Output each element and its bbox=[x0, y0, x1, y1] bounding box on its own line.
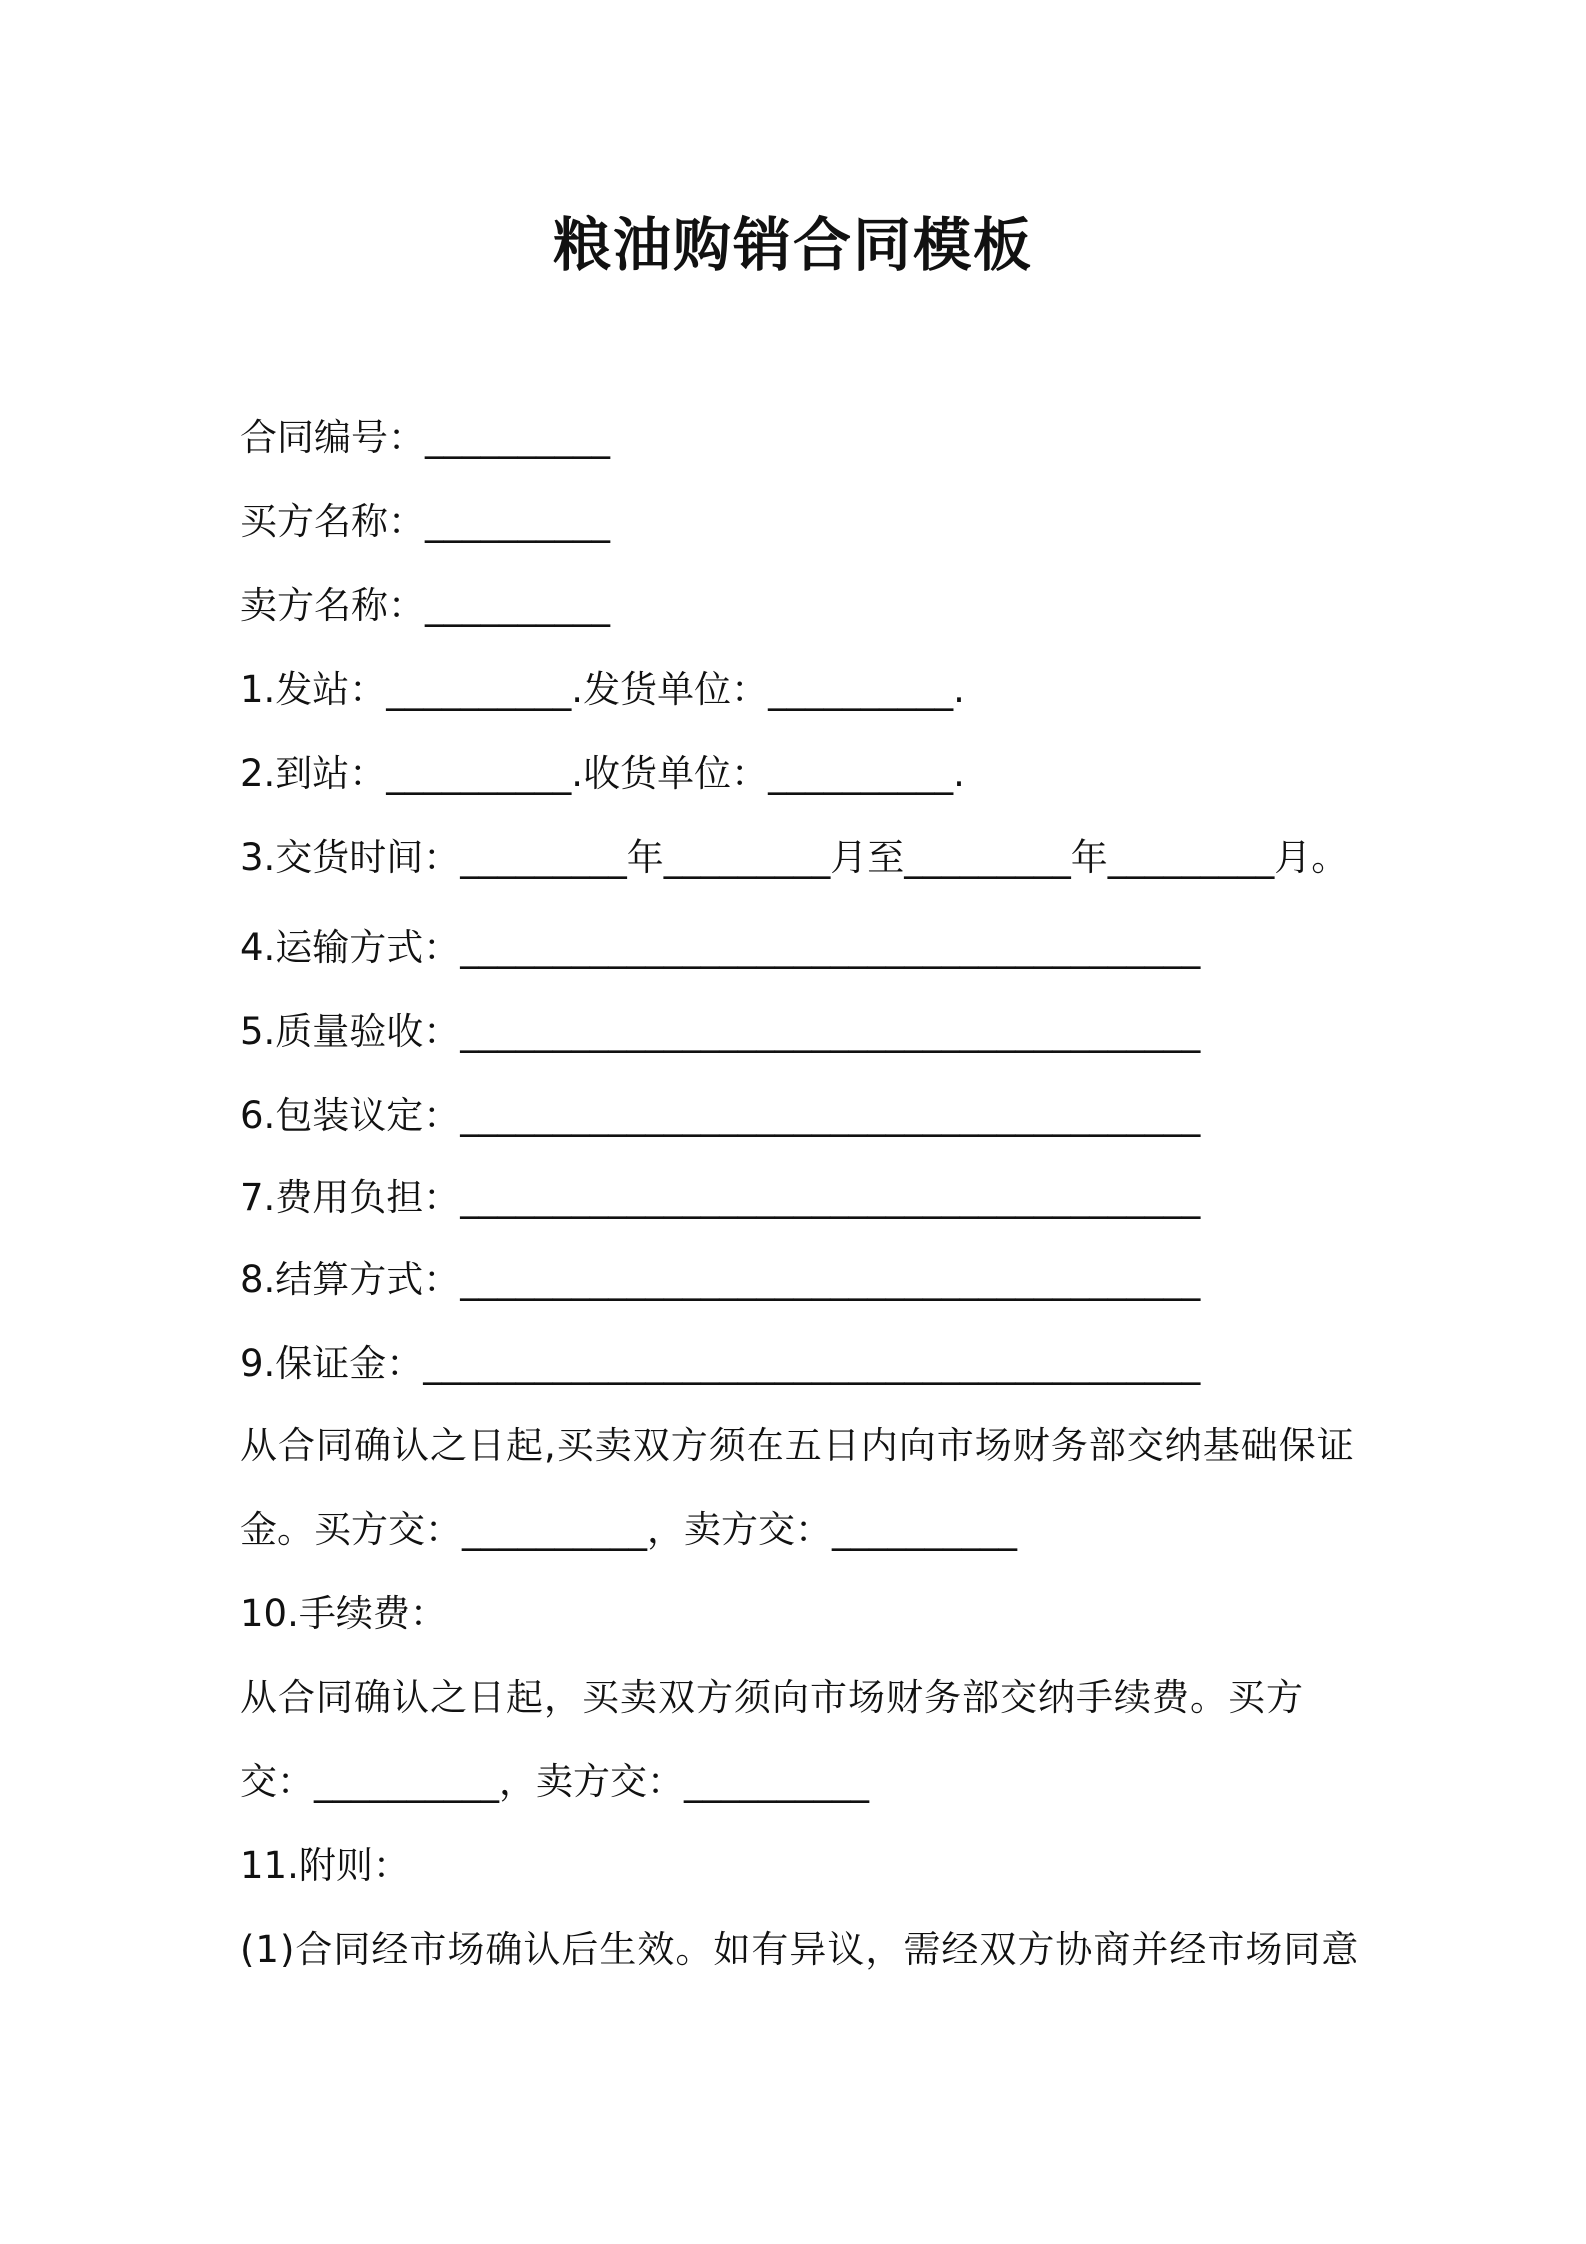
clause-6-packaging: 6.包装议定：________________________________________ bbox=[240, 1094, 1201, 1137]
clause-8-settlement-method: 8.结算方式：________________________________________ bbox=[240, 1258, 1201, 1301]
clause-3-delivery-time: 3.交货时间：_________年_________月至_________年_________月。 bbox=[240, 836, 1349, 879]
clause-11-supplementary: 11.附则： bbox=[240, 1844, 410, 1887]
contract-number-line: 合同编号：__________ bbox=[240, 416, 610, 459]
clause-9-deposit: 9.保证金：__________________________________________ bbox=[240, 1342, 1201, 1385]
supplementary-item-1: (1)合同经市场确认后生效。如有异议，需经双方协商并经市场同意 bbox=[240, 1928, 1360, 1971]
document-title: 粮油购销合同模板 bbox=[552, 211, 1033, 279]
handling-fee-paragraph-line-2: 交：__________，卖方交：__________ bbox=[240, 1760, 869, 1803]
handling-fee-paragraph-line-1: 从合同确认之日起，买卖双方须向市场财务部交纳手续费。买方 bbox=[240, 1676, 1304, 1719]
buyer-name-line: 买方名称：__________ bbox=[240, 500, 610, 543]
clause-2-arrival-station: 2.到站：__________.收货单位：__________. bbox=[240, 752, 965, 795]
clause-5-quality-acceptance: 5.质量验收：________________________________________ bbox=[240, 1010, 1201, 1053]
clause-10-handling-fee: 10.手续费： bbox=[240, 1592, 447, 1635]
clause-4-transport-method: 4.运输方式：________________________________________ bbox=[240, 926, 1201, 969]
clause-1-departure-station: 1.发站：__________.发货单位：__________. bbox=[240, 668, 965, 711]
clause-7-cost-bearing: 7.费用负担：________________________________________ bbox=[240, 1176, 1201, 1219]
deposit-paragraph-line-2: 金。买方交：__________，卖方交：__________ bbox=[240, 1508, 1017, 1551]
seller-name-line: 卖方名称：__________ bbox=[240, 584, 610, 627]
deposit-paragraph-line-1: 从合同确认之日起,买卖双方须在五日内向市场财务部交纳基础保证 bbox=[240, 1424, 1355, 1467]
